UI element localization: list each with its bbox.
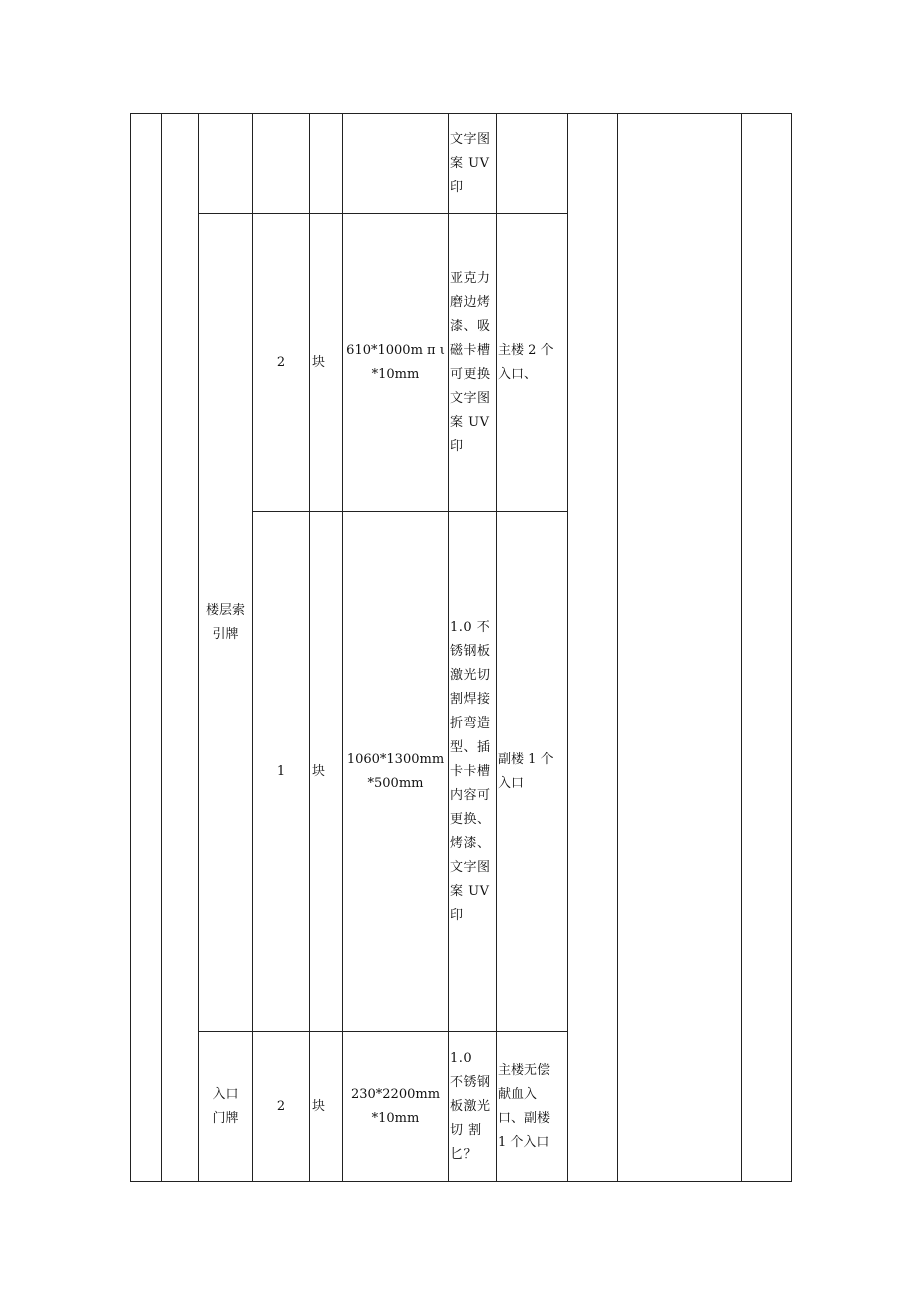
index-cell bbox=[131, 114, 162, 1182]
quantity-cell: 1 bbox=[253, 512, 310, 1032]
unit-cell: 块 bbox=[310, 1032, 343, 1182]
material-cell: 文字图 案 UV 印 bbox=[449, 114, 497, 214]
quantity-cell: 2 bbox=[253, 214, 310, 512]
material-cell: 1.0 不 锈钢板 激光切 割焊接 折弯造 型、插 卡卡槽 内容可 更换、 烤漆、 文字图 案 UV 印 bbox=[449, 512, 497, 1032]
size-cell: 1060*1300mm *500mm bbox=[343, 512, 449, 1032]
total-cell bbox=[742, 114, 792, 1182]
quantity-cell: 2 bbox=[253, 1032, 310, 1182]
quantity-cell bbox=[253, 114, 310, 214]
material-cell: 亚克力 磨边烤 漆、吸 磁卡槽 可更换 文字图 案 UV 印 bbox=[449, 214, 497, 512]
unit-price-cell bbox=[568, 114, 618, 1182]
unit-cell bbox=[310, 114, 343, 214]
unit-cell: 块 bbox=[310, 214, 343, 512]
material-cell: 1.0 不锈钢 板激光 切 割 匕？ bbox=[449, 1032, 497, 1182]
specification-table bbox=[130, 113, 792, 1182]
size-cell bbox=[343, 114, 449, 214]
item-name-entrance-door-sign: 入口 门牌 bbox=[199, 1032, 253, 1182]
category-cell bbox=[162, 114, 199, 1182]
size-cell: 610*1000m π ι *10mm bbox=[343, 214, 449, 512]
location-cell: 副楼 1 个 入口 bbox=[497, 512, 568, 1032]
unit-cell: 块 bbox=[310, 512, 343, 1032]
remarks-cell bbox=[618, 114, 742, 1182]
location-cell: 主楼 2 个 入口、 bbox=[497, 214, 568, 512]
item-name-cell bbox=[199, 114, 253, 214]
location-cell bbox=[497, 114, 568, 214]
size-cell: 230*2200mm *10mm bbox=[343, 1032, 449, 1182]
location-cell: 主楼无偿 献血入 口、副楼 1 个入口 bbox=[497, 1032, 568, 1182]
table-row bbox=[131, 114, 792, 214]
item-name-floor-index-sign: 楼层索 引牌 bbox=[199, 214, 253, 1032]
